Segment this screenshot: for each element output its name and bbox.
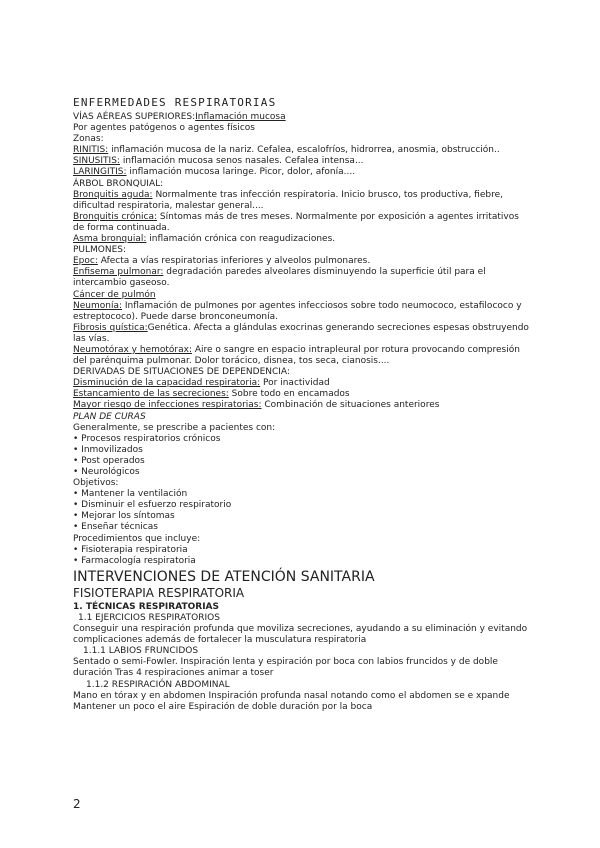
list-item: • Enseñar técnicas <box>73 522 158 533</box>
section-heading-2: FISIOTERAPIA RESPIRATORIA <box>73 585 245 600</box>
objetivos-label: Objetivos: <box>73 478 119 489</box>
subsection-heading: 1.1.2 RESPIRACIÓN ABDOMINAL <box>86 679 230 690</box>
list-item: • Farmacología respiratoria <box>73 555 196 566</box>
disease-item: Neumotórax y hemotórax: Aire o sangre en espacio intrapleural por rotura provocando compresión del parénquima pulmonar. Dolor torácico, disnea, tos seca, cianosis.... <box>73 344 520 367</box>
vias-aereas-text: Por agentes patógenos o agentes físicos <box>73 123 255 134</box>
section-heading-1: INTERVENCIONES DE ATENCIÓN SANITARIA <box>73 568 375 585</box>
list-item: • Neurológicos <box>73 467 140 477</box>
pulmones-heading: PULMONES: <box>73 245 127 256</box>
subsection-text: Conseguir una respiración profunda que moviliza secreciones, ayudando a su eliminación y evitando complicaciones además de fortalecer la musculatura respiratoria <box>73 624 528 646</box>
dependency-item: Estancamiento de las secreciones: Sobre todo en encamados <box>73 389 350 400</box>
subsection-heading: 1.1 EJERCICIOS RESPIRATORIOS <box>78 612 220 623</box>
disease-item: Bronquitis aguda: Normalmente tras infección respiratoria. Inicio brusco, tos productiva, fiebre, dificultad respiratoria, malestar general.... <box>73 189 503 211</box>
list-item: • Post operados <box>73 455 145 466</box>
disease-item: Epoc: Afecta a vías respiratorias inferiores y alveolos pulmonares. <box>73 256 371 267</box>
list-item: • Disminuir el esfuerzo respiratorio <box>73 500 232 511</box>
subsection-text: Mano en tórax y en abdomen Inspiración profunda nasal notando como el abdomen se e xpande Mantener un poco el aire Espiración de doble duración por la boca <box>73 690 510 712</box>
disease-item: Neumonía: Inflamación de pulmones por agentes infecciosos sobre todo neumococo, estafilococo y estreptococo). Puede darse bronconeumonía. <box>73 300 522 322</box>
dependency-item: Disminución de la capacidad respiratoria: Por inactividad <box>73 378 330 389</box>
plan-heading: PLAN DE CURAS <box>73 411 146 422</box>
arbol-heading: ÁRBOL BRONQUIAL: <box>73 178 164 189</box>
list-item: • Mejorar los síntomas <box>73 511 175 522</box>
disease-item: Bronquitis crónica: Síntomas más de tres meses. Normalmente por exposición a agentes irritativos de forma continuada. <box>73 211 519 233</box>
plan-intro: Generalmente, se prescribe a pacientes con: <box>73 422 276 433</box>
disease-item: Enfisema pulmonar: degradación paredes alveolares disminuyendo la superficie útil para el intercambio gaseoso. <box>73 267 486 289</box>
procedimientos-label: Procedimientos que incluye: <box>73 533 201 544</box>
list-item: • Mantener la ventilación <box>73 489 188 500</box>
vias-aereas-heading: VÍAS AÉREAS SUPERIORES:Inflamación mucosa <box>73 112 286 122</box>
document-title: ENFERMEDADES RESPIRATORIAS <box>73 96 277 109</box>
derivadas-heading: DERIVADAS DE SITUACIONES DE DEPENDENCIA: <box>73 367 290 378</box>
page-number: 2 <box>73 797 81 811</box>
zonas-label: Zonas: <box>73 134 104 145</box>
subsection-heading: 1.1.1 LABIOS FRUNCIDOS <box>83 646 199 657</box>
section-heading-3: 1. TÉCNICAS RESPIRATORIAS <box>73 601 219 612</box>
disease-item: SINUSITIS: inflamación mucosa senos nasales. Cefalea intensa... <box>73 156 364 167</box>
disease-item: Cáncer de pulmón <box>73 289 156 300</box>
disease-item: Asma bronquial: inflamación crónica con reagudizaciones. <box>73 234 336 245</box>
disease-item: Fibrosis quística:Genética. Afecta a glándulas exocrinas generando secreciones espesas obstruyendo las vías. <box>73 322 529 344</box>
list-item: • Inmovilizados <box>73 444 143 455</box>
subsection-text: Sentado o semi-Fowler. Inspiración lenta y espiración por boca con labios fruncidos y de doble duración Tras 4 respiraciones animar a toser <box>73 657 498 679</box>
disease-item: RINITIS: inflamación mucosa de la nariz. Cefalea, escalofríos, hidrorrea, anosmia, obstrucción.. <box>73 145 500 156</box>
disease-item: LARINGITIS: inflamación mucosa laringe. Picor, dolor, afonía.... <box>73 167 356 178</box>
dependency-item: Mayor riesgo de infecciones respiratorias: Combinación de situaciones anteriores <box>73 400 440 411</box>
list-item: • Fisioterapia respiratoria <box>73 544 188 555</box>
list-item: • Procesos respiratorios crónicos <box>73 433 221 444</box>
document-page <box>73 96 533 713</box>
